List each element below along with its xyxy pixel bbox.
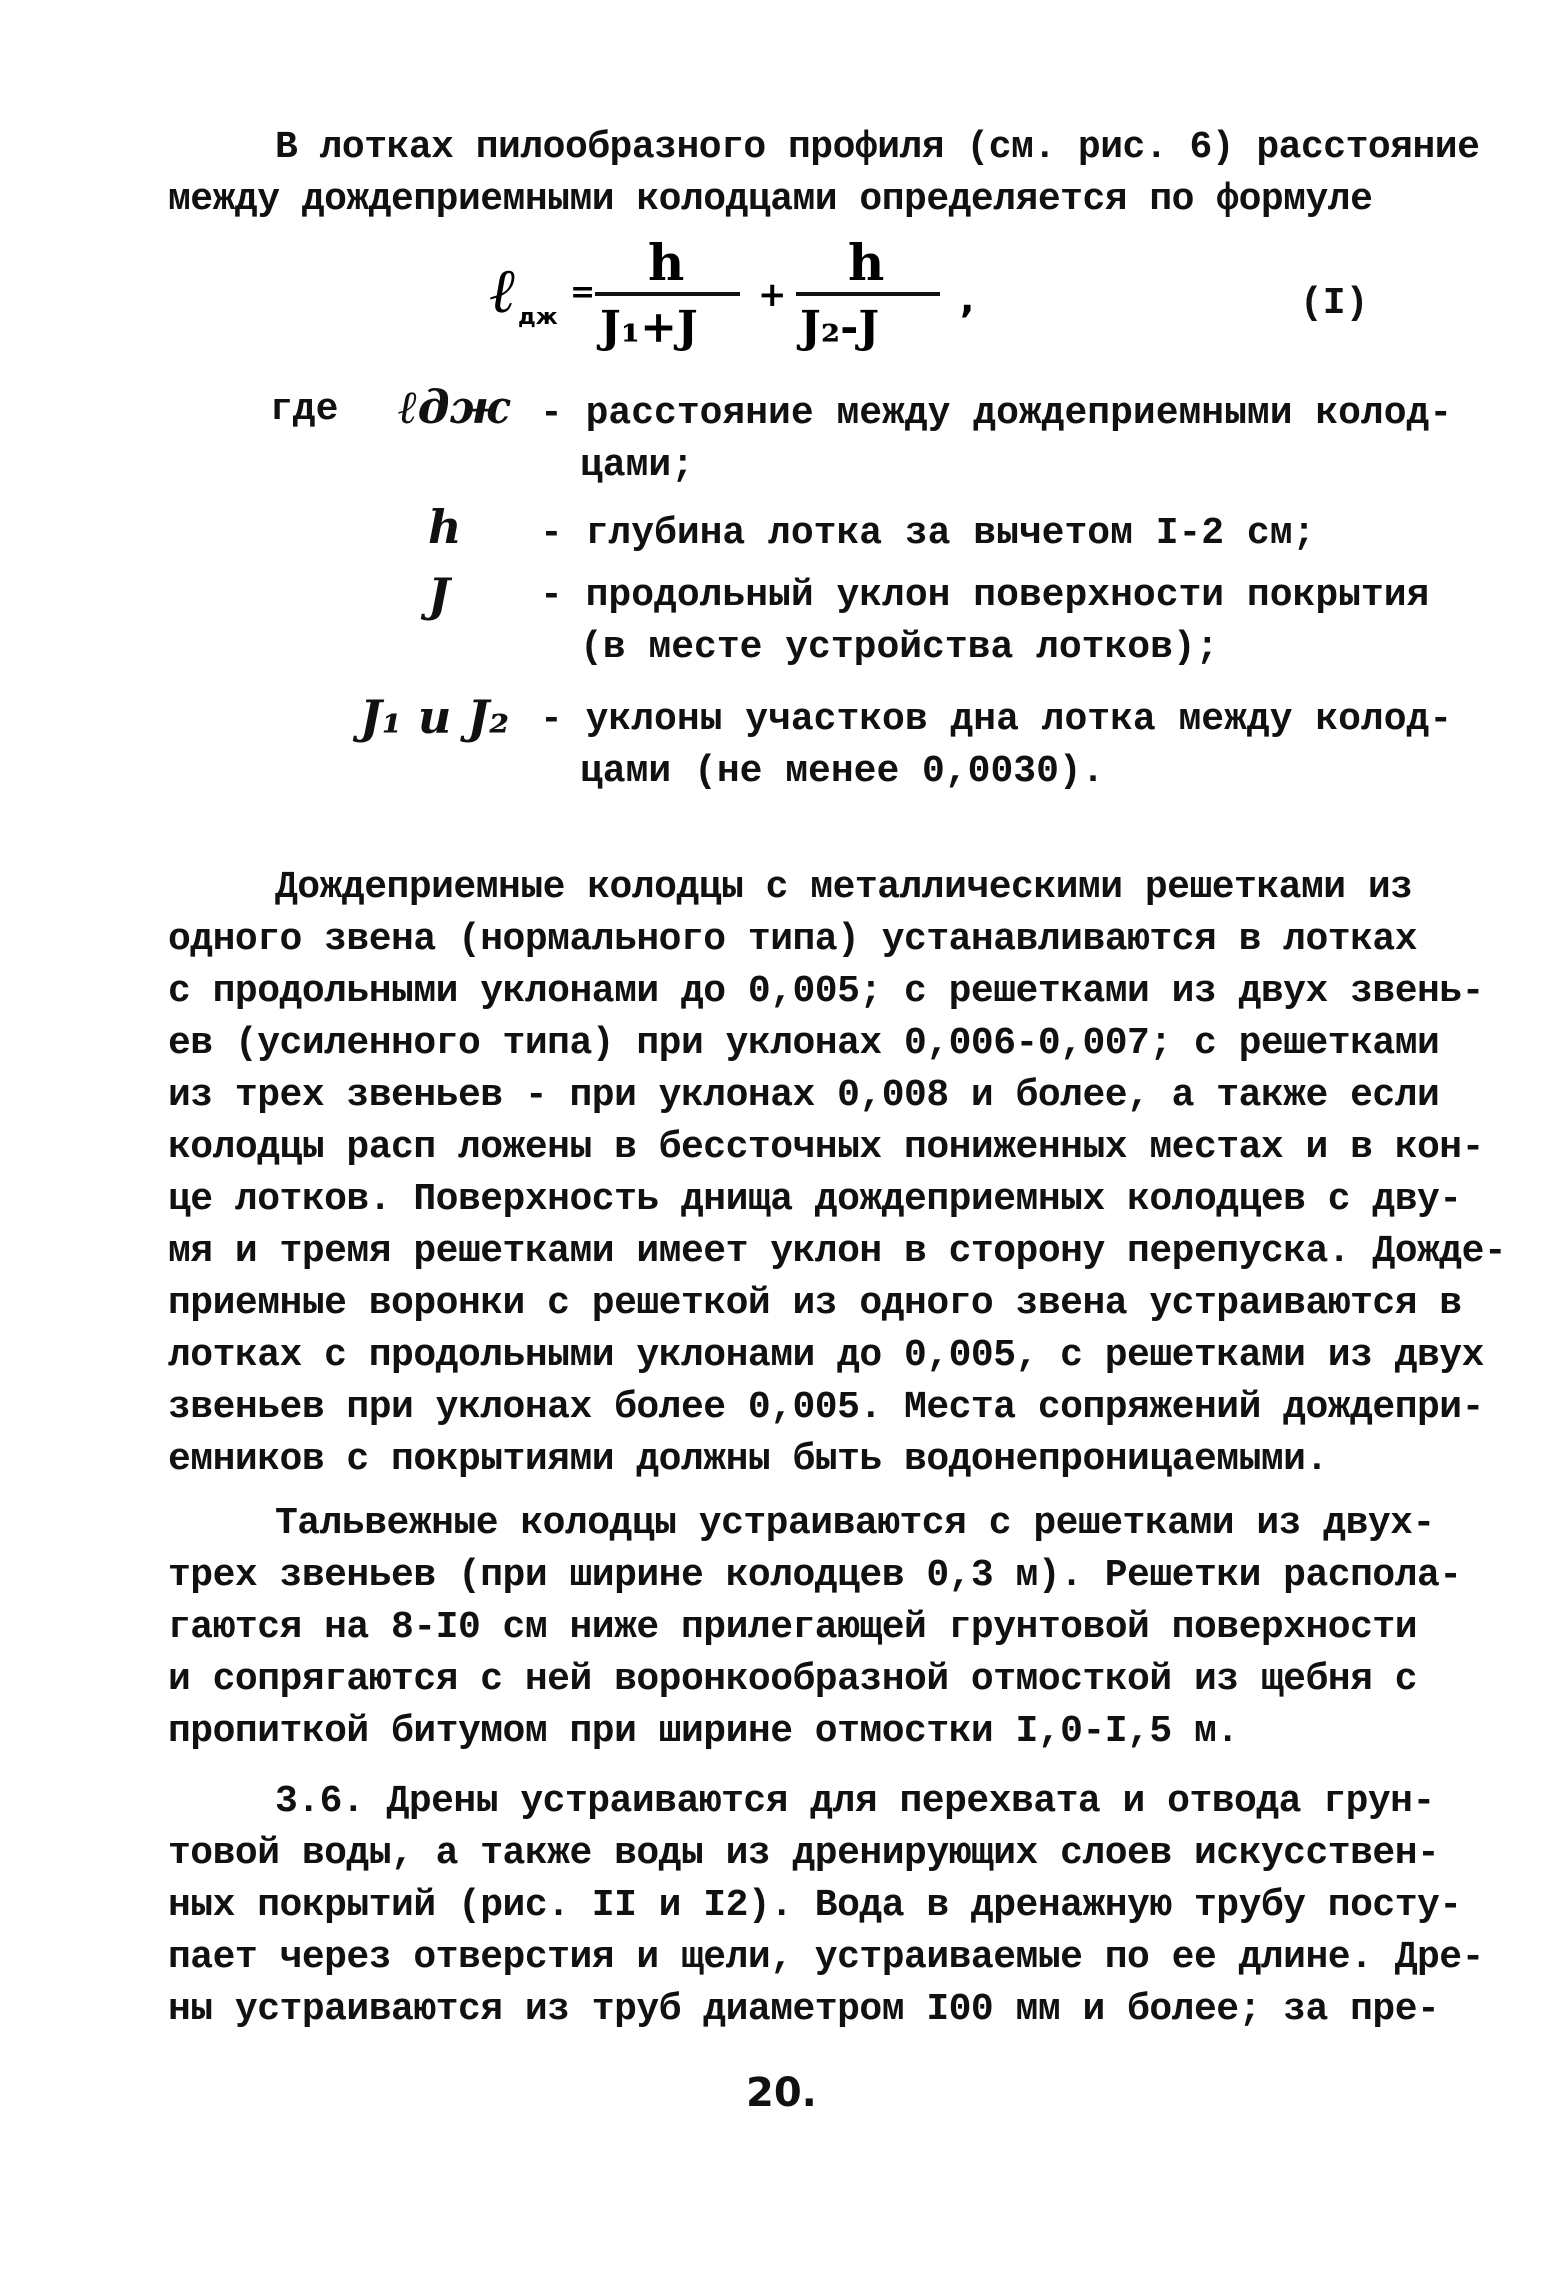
para1-line: мя и тремя решетками имеет уклон в сторону перепуска. Дожде- [168,1230,1507,1273]
where-word: где [270,388,339,431]
para1-line: емников с покрытиями должны быть водонепроницаемыми. [168,1438,1328,1481]
def-text-3a: - продольный уклон поверхности покрытия [540,574,1430,617]
formula-comma: , [960,277,975,321]
para2-line: гаются на 8-I0 см ниже прилегающей грунтовой поверхности [168,1606,1418,1649]
def-text-1b: цами; [580,444,695,487]
formula-numerator-1: h [648,240,685,292]
para1-line: колодцы расп ложены в бессточных пониженных местах и в кон- [168,1126,1484,1169]
def-text-2a: - глубина лотка за вычетом I-2 см; [540,512,1316,555]
formula-denominator-2: J₂-J [800,302,880,353]
intro-line-1: В лотках пилообразного профиля (см. рис. 6) расстояние [275,126,1480,169]
svg-text:=: = [570,275,596,310]
formula-number: (I) [1300,282,1369,325]
para3-line: ны устраиваются из труб диаметром I00 мм и более; за пре- [168,1988,1440,2031]
para1-line: лотках с продольными уклонами до 0,005, с решетками из двух [168,1334,1484,1377]
def-text-3b: (в месте устройства лотков); [580,626,1219,669]
para1-line: це лотков. Поверхность днища дождеприемных колодцев с дву- [168,1178,1462,1221]
para2-line: трех звеньев (при ширине колодцев 0,3 м). Решетки распола- [168,1554,1462,1597]
intro-line-2: между дождеприемными колодцами определяется по формуле [168,178,1373,221]
formula-lhs: ℓ [490,254,517,327]
def-text-4a: - уклоны участков дна лотка между колод- [540,698,1453,741]
def-symbol-4: J₁ и J₂ [360,690,510,744]
para1-line: звеньев при уклонах более 0,005. Места сопряжений дождепри- [168,1386,1484,1429]
para1-line: приемные воронки с решеткой из одного звена устраиваются в [168,1282,1462,1325]
formula-denominator-1: J₁+J [600,302,698,353]
para1-line: Дождеприемные колодцы с металлическими решетками из [275,866,1413,909]
formula-1 [490,240,1010,360]
def-text-1a: - расстояние между дождеприемными колод- [540,392,1453,435]
para3-line: товой воды, а также воды из дренирующих слоев искусствен- [168,1832,1440,1875]
def-symbol-3: J [428,568,450,622]
formula-lhs-subscript: дж [518,305,558,330]
para3-line: ных покрытий (рис. II и I2). Вода в дренажную трубу посту- [168,1884,1462,1927]
para1-line: ев (усиленного типа) при уклонах 0,006-0,007; с решетками [168,1022,1440,1065]
def-symbol-2: h [428,500,462,554]
page-number: 20. [746,2070,817,2116]
para3-line: пает через отверстия и щели, устраиваемые по ее длине. Дре- [168,1936,1484,1979]
para1-line: из трех звеньев - при уклонах 0,008 и более, а также если [168,1074,1440,1117]
formula-numerator-2: h [848,240,885,292]
para2-line: Тальвежные колодцы устраиваются с решетками из двух- [275,1502,1435,1545]
para3-line: 3.6. Дрены устраиваются для перехвата и отвода грун- [275,1780,1435,1823]
para1-line: с продольными уклонами до 0,005; с решетками из двух звень- [168,970,1484,1013]
para2-line: пропиткой битумом при ширине отмостки I,0-I,5 м. [168,1710,1239,1753]
para1-line: одного звена (нормального типа) устанавливаются в лотках [168,918,1418,961]
svg-text:+: + [758,275,787,315]
def-text-4b: цами (не менее 0,0030). [580,750,1105,793]
def-symbol-1: ℓдж [398,380,510,434]
para2-line: и сопрягаются с ней воронкообразной отмосткой из щебня с [168,1658,1418,1701]
